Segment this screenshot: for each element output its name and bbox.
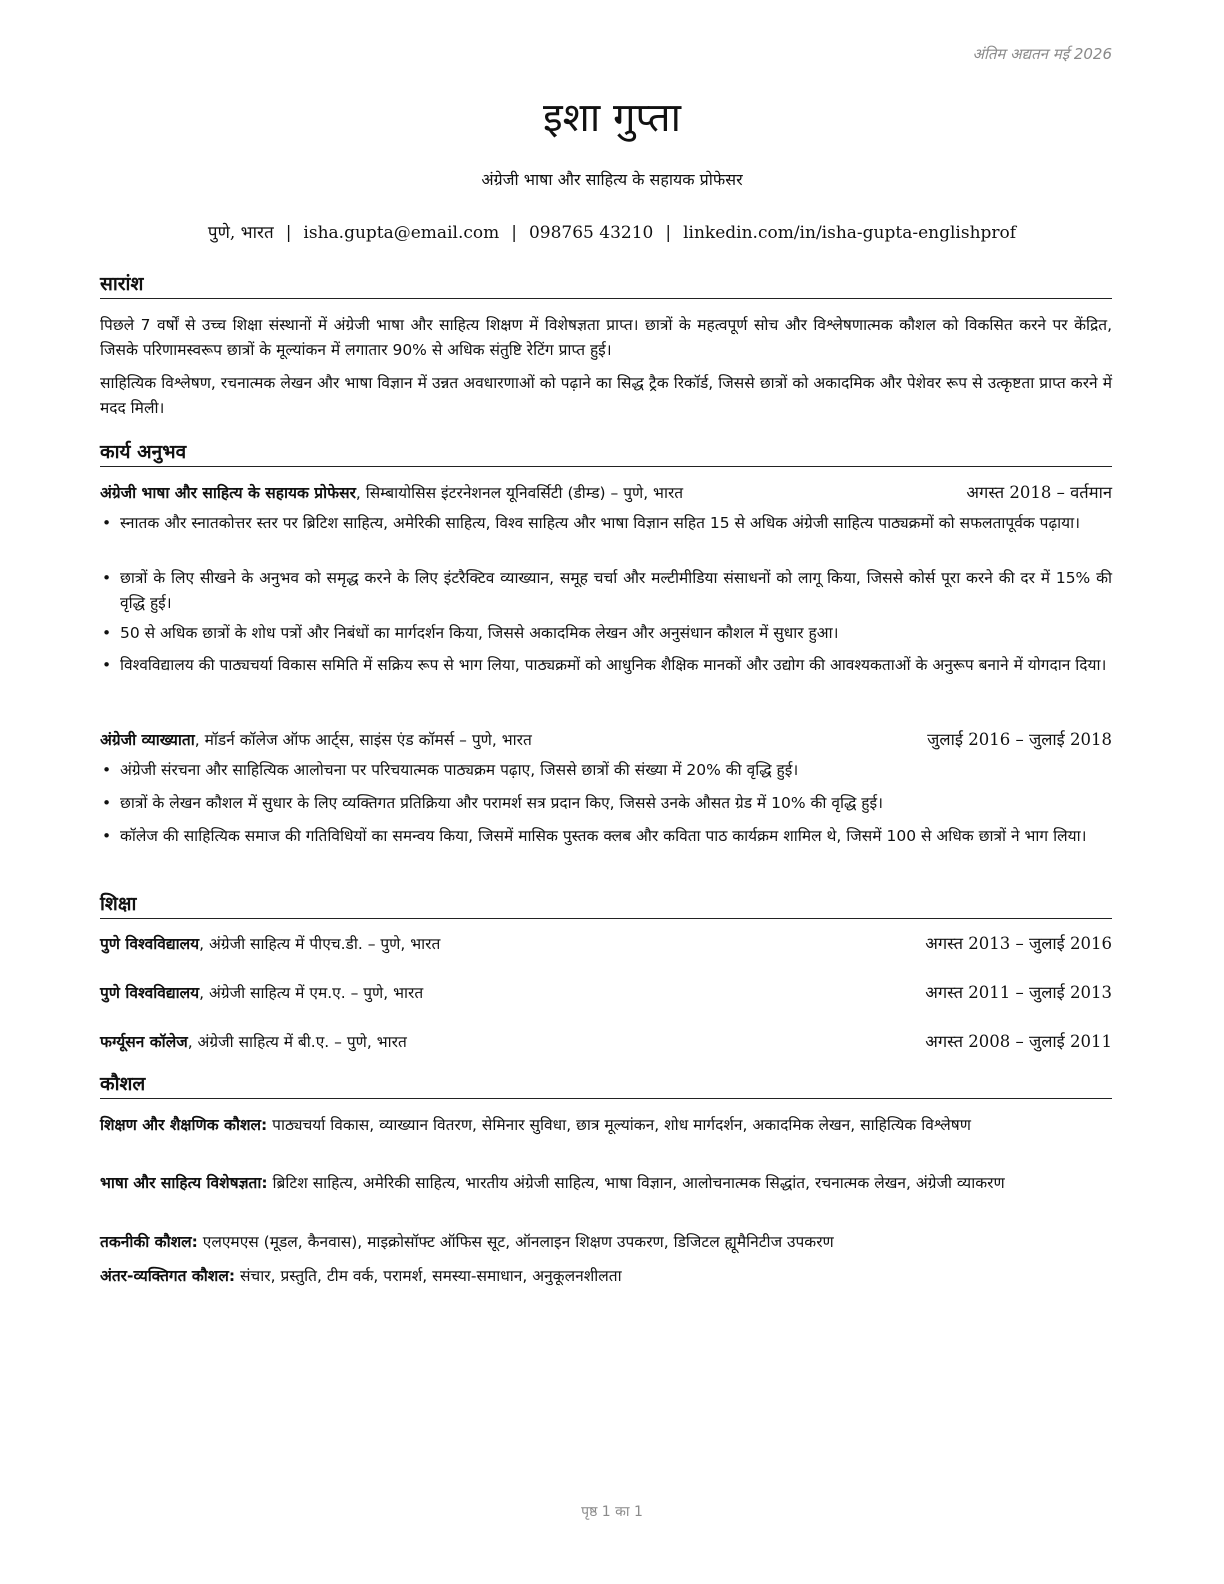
contact-linkedin[interactable]: linkedin.com/in/isha-gupta-englishprof (683, 223, 1017, 243)
school-name: फर्ग्यूसन कॉलेज (100, 1033, 188, 1051)
education-dates: अगस्त 2011 – जुलाई 2013 (925, 983, 1112, 1002)
school-name: पुणे विश्वविद्यालय (100, 935, 200, 953)
job-role: अंग्रेजी भाषा और साहित्य के सहायक प्रोफेसर (100, 484, 356, 502)
education-dates: अगस्त 2008 – जुलाई 2011 (925, 1032, 1112, 1051)
job-bullet: • विश्वविद्यालय की पाठ्यचर्या विकास समिति में सक्रिय रूप से भाग लिया, पाठ्यक्रमों को आधुनिक शैक्षिक मानकों और उद्योग की आवश्यकताओं के अनुरूप बनाने में योगदान दिया। (102, 656, 1107, 674)
section-title-summary: सारांश (100, 270, 1112, 299)
school-name: पुणे विश्वविद्यालय (100, 984, 200, 1002)
contact-email[interactable]: isha.gupta@email.com (303, 223, 500, 243)
job-bullet: • छात्रों के लिए सीखने के अनुभव को समृद्ध करने के लिए इंटरैक्टिव व्याख्यान, समूह चर्चा और मल्टीमीडिया संसाधनों को लागू किया, जिससे कोर्स पूरा करने की दर में 15% की वृद्धि हुई। (102, 569, 1112, 612)
summary-paragraph: साहित्यिक विश्लेषण, रचनात्मक लेखन और भाषा विज्ञान में उन्नत अवधारणाओं को पढ़ाने का सिद्ध ट्रैक रिकॉर्ड, जिससे छात्रों को अकादमिक और पेशेवर रूप से उत्कृष्टता प्राप्त करने में मदद मिली। (100, 374, 1112, 417)
contact-separator: | (665, 223, 672, 243)
contact-separator: | (511, 223, 517, 243)
skill-line: अंतर-व्यक्तिगत कौशल: संचार, प्रस्तुति, टीम वर्क, परामर्श, समस्या-समाधान, अनुकूलनशीलता (100, 1267, 622, 1285)
job-bullet: • 50 से अधिक छात्रों के शोध पत्रों और निबंधों का मार्गदर्शन किया, जिससे अकादमिक लेखन और अनुसंधान कौशल में सुधार हुआ। (102, 624, 839, 642)
job-header (100, 727, 1112, 753)
job-bullet: • छात्रों के लेखन कौशल में सुधार के लिए व्यक्तिगत प्रतिक्रिया और परामर्श सत्र प्रदान किए, जिससे उनके औसत ग्रेड में 10% की वृद्धि हुई। (102, 794, 883, 812)
page-number: पृष्ठ 1 का 1 (581, 1504, 643, 1520)
contact-line (0, 220, 1224, 243)
degree-info: , अंग्रेजी साहित्य में पीएच.डी. – पुणे, भारत (199, 935, 441, 953)
person-name: इशा गुप्ता (543, 95, 681, 141)
skill-line: भाषा और साहित्य विशेषज्ञता: ब्रिटिश साहित्य, अमेरिकी साहित्य, भारतीय अंग्रेजी साहित्य, भाषा विज्ञान, आलोचनात्मक सिद्धांत, रचनात्मक लेखन, अंग्रेजी व्याकरण (100, 1174, 1005, 1192)
contact-location: पुणे, भारत (207, 223, 274, 243)
job-bullet: • कॉलेज की साहित्यिक समाज की गतिविधियों का समन्वय किया, जिसमें मासिक पुस्तक क्लब और कविता पाठ कार्यक्रम शामिल थे, जिसमें 100 से अधिक छात्रों ने भाग लिया। (102, 827, 1087, 845)
summary-paragraph: पिछले 7 वर्षों से उच्च शिक्षा संस्थानों में अंग्रेजी भाषा और साहित्य शिक्षण में विशेषज्ञता प्राप्त। छात्रों के महत्वपूर्ण सोच और विश्लेषणात्मक कौशल को विकसित करने पर केंद्रित, जिसके परिणामस्वरूप छात्रों के मूल्यांकन में लगातार 90% से अधिक संतुष्टि रेटिंग प्राप्त हुई। (100, 316, 1112, 359)
job-org: , सिम्बायोसिस इंटरनेशनल यूनिवर्सिटी (डीम्ड) – पुणे, भारत (355, 484, 684, 502)
education-dates: अगस्त 2013 – जुलाई 2016 (925, 934, 1112, 953)
degree-info: , अंग्रेजी साहित्य में एम.ए. – पुणे, भारत (199, 984, 424, 1002)
job-bullet: • अंग्रेजी संरचना और साहित्यिक आलोचना पर परिचयात्मक पाठ्यक्रम पढ़ाए, जिससे छात्रों की संख्या में 20% की वृद्धि हुई। (102, 761, 799, 779)
job-dates: जुलाई 2016 – जुलाई 2018 (927, 730, 1112, 749)
job-header (100, 480, 1112, 506)
education-item (100, 980, 1112, 1006)
section-title-education: शिक्षा (100, 890, 1112, 919)
degree-info: , अंग्रेजी साहित्य में बी.ए. – पुणे, भारत (187, 1033, 407, 1051)
job-org: , मॉडर्न कॉलेज ऑफ आर्ट्स, साइंस एंड कॉमर्स – पुणे, भारत (194, 731, 532, 749)
contact-phone: 098765 43210 (528, 223, 654, 243)
skill-line: शिक्षण और शैक्षणिक कौशल: पाठ्यचर्या विकास, व्याख्यान वितरण, सेमिनार सुविधा, छात्र मूल्यांकन, शोध मार्गदर्शन, अकादमिक लेखन, साहित्यिक विश्लेषण (100, 1116, 971, 1134)
section-title-skills: कौशल (100, 1070, 1112, 1099)
skill-line: तकनीकी कौशल: एलएमएस (मूडल, कैनवास), माइक्रोसॉफ्ट ऑफिस सूट, ऑनलाइन शिक्षण उपकरण, डिजिटल ह्यूमैनिटीज उपकरण (100, 1233, 834, 1251)
contact-separator: | (285, 223, 292, 243)
job-dates: अगस्त 2018 – वर्तमान (966, 483, 1112, 502)
education-item (100, 1029, 1112, 1055)
section-title-experience: कार्य अनुभव (100, 438, 1112, 467)
last-updated: अंतिम अद्यतन मई 2026 (972, 45, 1112, 63)
education-item (100, 931, 1112, 957)
job-bullet: • स्नातक और स्नातकोत्तर स्तर पर ब्रिटिश साहित्य, अमेरिकी साहित्य, विश्व साहित्य और भाषा विज्ञान सहित 15 से अधिक अंग्रेजी साहित्य पाठ्यक्रमों को सफलतापूर्वक पढ़ाया। (102, 514, 1081, 532)
headline: अंग्रेजी भाषा और साहित्य के सहायक प्रोफेसर (481, 170, 743, 189)
job-role: अंग्रेजी व्याख्याता (100, 731, 195, 749)
